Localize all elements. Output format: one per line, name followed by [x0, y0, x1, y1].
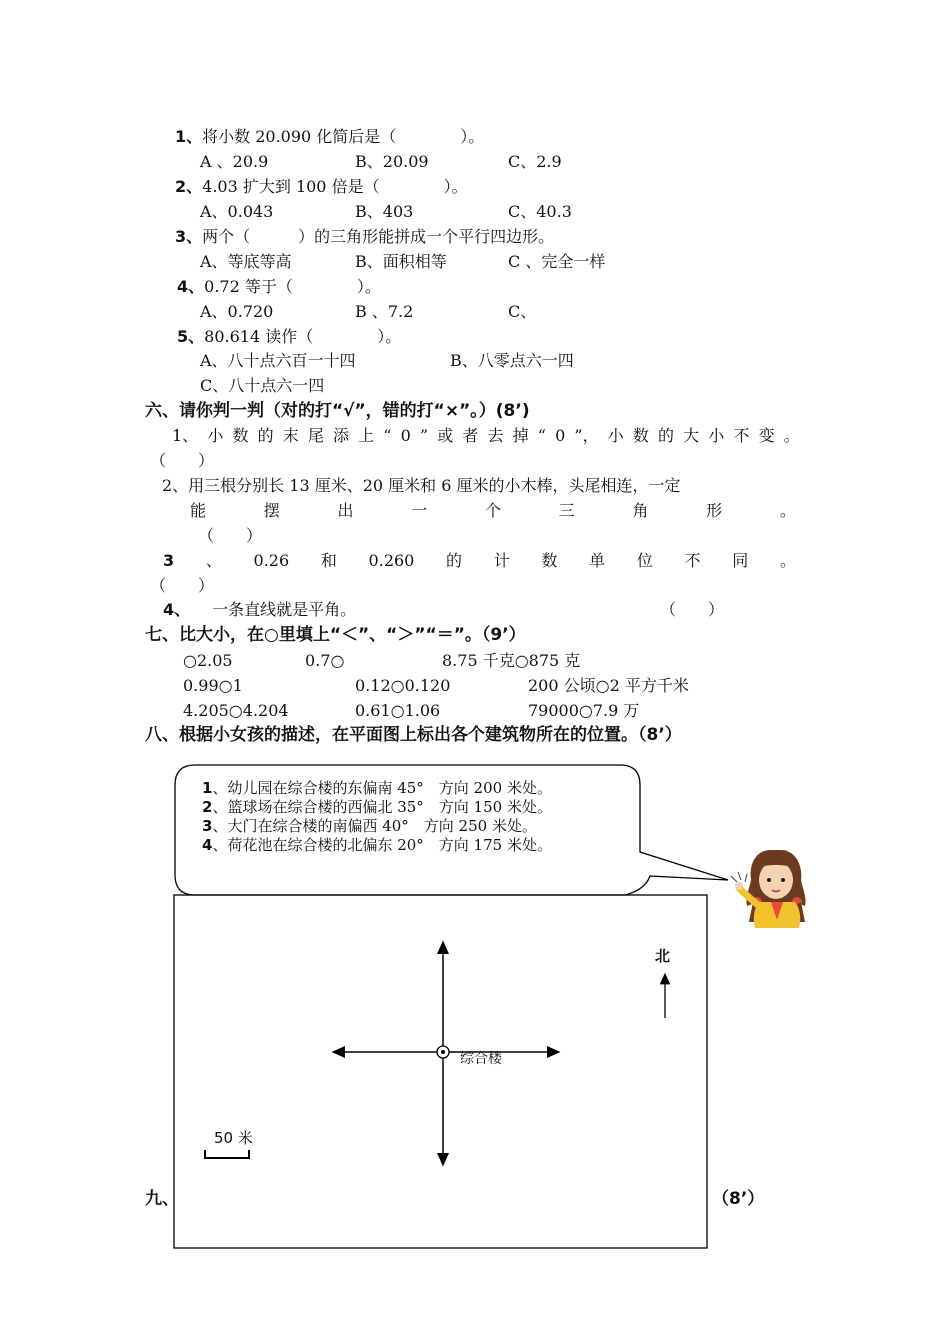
s6-q1-answer-bracket[interactable]: （ ）	[150, 451, 215, 470]
q1-option-b: B、20.09	[355, 152, 429, 171]
s7-r3-c2[interactable]: 0.61○1.06	[355, 701, 441, 720]
section6-title: 六、请你判一判（对的打“√”，错的打“×”。）(8’)	[145, 401, 530, 421]
bubble-line-1: 1、幼儿园在综合楼的东偏南 45° 方向 200 米处。	[202, 779, 552, 797]
q3-option-c: C 、完全一样	[508, 252, 606, 271]
q5-option-b: B、八零点六一四	[450, 351, 574, 370]
q4-option-c: C、	[508, 302, 537, 321]
q2-option-c: C、40.3	[508, 202, 572, 221]
q3-option-a: A、等底等高	[200, 252, 292, 271]
s7-r1-c2[interactable]: 0.7○	[305, 651, 345, 670]
bubble-line-4: 4、荷花池在综合楼的北偏东 20° 方向 175 米处。	[202, 836, 552, 854]
s7-r3-c3[interactable]: 79000○7.9 万	[528, 701, 640, 720]
q3-stem: 3、两个（ ）的三角形能拼成一个平行四边形。	[175, 227, 555, 246]
section8-title: 八、根据小女孩的描述，在平面图上标出各个建筑物所在的位置。（8’）	[145, 725, 682, 745]
q2-option-b: B、403	[355, 202, 414, 221]
s7-r2-c1[interactable]: 0.99○1	[183, 676, 243, 695]
s6-q2-answer-bracket[interactable]: （ ）	[198, 526, 263, 545]
section9-score: （8’）	[712, 1189, 765, 1209]
north-label: 北	[655, 947, 671, 965]
q5-option-c: C、八十点六一四	[200, 376, 325, 395]
q2-option-a: A、0.043	[200, 202, 274, 221]
q1-option-a: A 、20.9	[200, 152, 269, 171]
q5-stem: 5、80.614 读作（ ）。	[177, 327, 402, 346]
s6-q3-answer-bracket[interactable]: （ ）	[150, 576, 215, 595]
bubble-line-3: 3、大门在综合楼的南偏西 40° 方向 250 米处。	[202, 817, 537, 835]
q4-option-b: B 、7.2	[355, 302, 414, 321]
s6-q4-answer-bracket[interactable]: （ ）	[660, 600, 725, 619]
s7-r2-c2[interactable]: 0.12○0.120	[355, 676, 451, 695]
q3-option-b: B、面积相等	[355, 252, 447, 271]
s6-q4-line: 4、 一条直线就是平角。	[163, 600, 357, 619]
center-building-label: 综合楼	[460, 1051, 502, 1067]
section7-title: 七、比大小，在○里填上“＜”、“＞”“＝”。（9’）	[145, 625, 526, 645]
scale-bar	[205, 1150, 249, 1158]
bubble-line-2: 2、篮球场在综合楼的西偏北 35° 方向 150 米处。	[202, 798, 552, 816]
q4-option-a: A、0.720	[200, 302, 274, 321]
q5-option-a: A、八十点六百一十四	[200, 351, 356, 370]
girl-illustration	[731, 850, 806, 928]
q1-option-c: C、2.9	[508, 152, 562, 171]
s6-q2-line1: 2、用三根分别长 13 厘米、20 厘米和 6 厘米的小木棒，头尾相连，一定	[162, 476, 681, 495]
s6-q2-line2: 能 摆 出 一 个 三 角 形 。	[190, 501, 796, 520]
s6-q3-line: 3 、 0.26 和 0.260 的 计 数 单 位 不 同 。	[163, 551, 796, 570]
scale-label: 50 米	[214, 1129, 253, 1147]
map-frame	[174, 895, 707, 1248]
section9-prefix: 九、	[145, 1189, 179, 1209]
q4-stem: 4、0.72 等于（ ）。	[177, 277, 381, 296]
s7-r2-c3[interactable]: 200 公顷○2 平方千米	[528, 676, 689, 695]
s6-q1-line: 1、 小 数 的 末 尾 添 上 “ 0 ” 或 者 去 掉 “ 0 ”， 小 数 的 大 小 不 变 。	[172, 426, 800, 445]
q1-stem: 1、将小数 20.090 化简后是（ ）。	[175, 127, 485, 146]
s7-r3-c1[interactable]: 4.205○4.204	[183, 701, 289, 720]
s7-r1-c1[interactable]: ○2.05	[183, 651, 233, 670]
s7-r1-c3[interactable]: 8.75 千克○875 克	[442, 651, 581, 670]
q2-stem: 2、4.03 扩大到 100 倍是（ ）。	[175, 177, 468, 196]
